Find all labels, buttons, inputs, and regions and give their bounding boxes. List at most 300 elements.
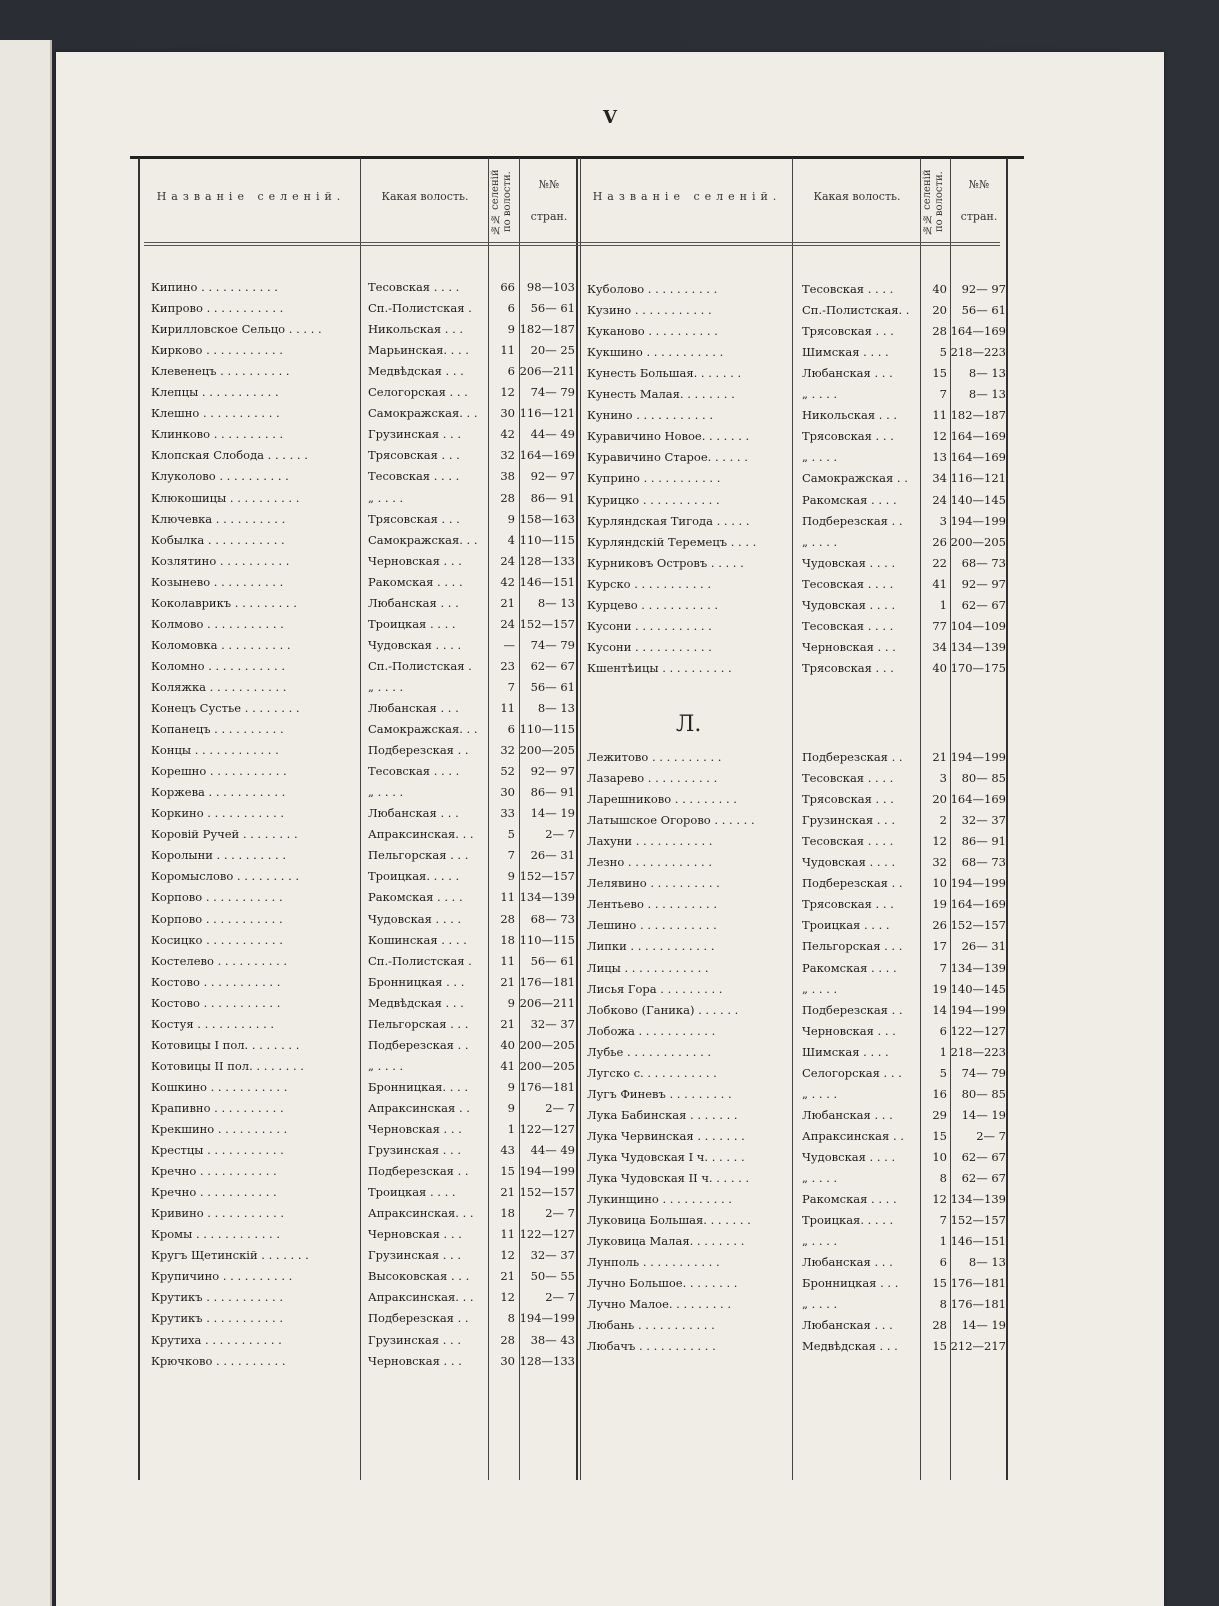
- book-page: [56, 52, 1164, 1606]
- header-num: №№ селеній по волости.: [490, 169, 513, 235]
- settlement-name: Клопская Слобода . . . . . .: [151, 448, 308, 463]
- volost-name: Самокражская. . .: [368, 532, 478, 547]
- volost-name: Тесовская . . . .: [368, 764, 460, 779]
- settlement-name: Котовицы I пол. . . . . . . .: [151, 1037, 300, 1052]
- page-range: 20— 25: [530, 343, 575, 358]
- settlement-number: 32: [500, 743, 515, 758]
- page-range: 164—169: [950, 897, 1006, 912]
- settlement-number: 24: [500, 553, 515, 568]
- settlement-name: Козлятино . . . . . . . . . .: [151, 553, 290, 568]
- page-range: 50— 55: [530, 1269, 575, 1284]
- page-range: 44— 49: [530, 1143, 575, 1158]
- settlement-number: 28: [500, 911, 515, 926]
- settlement-number: 12: [500, 385, 515, 400]
- volost-name: Черновская . . .: [802, 1023, 896, 1038]
- settlement-name: Крутиха . . . . . . . . . . .: [151, 1332, 282, 1347]
- header-num: №№ селеній по волости.: [922, 169, 945, 235]
- volost-name: „ . . . .: [368, 679, 404, 694]
- page-range: 8— 13: [968, 366, 1006, 381]
- page-range: 164—169: [950, 324, 1006, 339]
- settlement-name: Лентьево . . . . . . . . . .: [587, 897, 718, 912]
- table-row: [56, 680, 1056, 700]
- volost-name: Грузинская . . .: [368, 1332, 462, 1347]
- settlement-name: Лезно . . . . . . . . . . . .: [587, 855, 712, 870]
- settlement-name: Корпово . . . . . . . . . . .: [151, 890, 283, 905]
- table-row: [56, 961, 1056, 981]
- settlement-name: Клевенецъ . . . . . . . . . .: [151, 364, 290, 379]
- table-row: [56, 324, 1056, 344]
- page-range: 110—115: [519, 722, 575, 737]
- page-range: 62— 67: [530, 658, 575, 673]
- volost-name: Самокражская. . .: [368, 406, 478, 421]
- page-range: 200—205: [519, 743, 575, 758]
- volost-name: „ . . . .: [368, 785, 404, 800]
- table-row: [56, 574, 1056, 597]
- page-range: 80— 85: [961, 1086, 1006, 1101]
- volost-name: „ . . . .: [802, 1297, 838, 1312]
- table-row: [56, 722, 1056, 742]
- settlement-number: 28: [500, 490, 515, 505]
- page-range: 8— 13: [537, 595, 575, 610]
- volost-name: Троицкая . . . .: [368, 1185, 456, 1200]
- volost-name: Бронницкая. . . .: [368, 1079, 469, 1094]
- settlement-name: Куболово . . . . . . . . . .: [587, 282, 718, 296]
- settlement-number: 5: [939, 345, 947, 360]
- table-row: [56, 1066, 1056, 1086]
- settlement-name: Кривино . . . . . . . . . . .: [151, 1206, 285, 1221]
- settlement-name: Лунполь . . . . . . . . . . .: [587, 1255, 720, 1270]
- settlement-number: 9: [507, 511, 515, 526]
- settlement-number: 5: [507, 827, 515, 842]
- header-pages-top: №№: [538, 178, 560, 191]
- settlement-number: 7: [939, 387, 947, 402]
- settlement-name: Курцево . . . . . . . . . . .: [587, 597, 719, 612]
- page-range: 146—151: [950, 1234, 1006, 1249]
- volost-name: Трясовская . . .: [802, 429, 894, 444]
- settlement-name: Липки . . . . . . . . . . . .: [587, 939, 715, 954]
- page-range: 158—163: [519, 511, 575, 526]
- volost-name: Апраксинская . .: [802, 1128, 904, 1143]
- settlement-number: 6: [939, 1023, 947, 1038]
- settlement-name: Коркино . . . . . . . . . . .: [151, 806, 285, 821]
- settlement-name: Кунесть Большая. . . . . . .: [587, 366, 742, 381]
- table-row: [56, 408, 1056, 428]
- page-range: 206—211: [519, 364, 575, 379]
- settlement-name: Крутикъ . . . . . . . . . . .: [151, 1311, 283, 1326]
- settlement-number: 7: [507, 848, 515, 863]
- table-row: [56, 1171, 1056, 1191]
- settlement-number: 43: [500, 1143, 515, 1158]
- volost-name: Подберезская . .: [368, 1164, 469, 1179]
- volost-name: Любанская . . .: [802, 1318, 893, 1333]
- settlement-number: 30: [500, 1353, 515, 1368]
- settlement-name: Кунино . . . . . . . . . . .: [587, 408, 714, 423]
- header-volost: Какая волость.: [381, 190, 469, 203]
- page-range: 56— 61: [961, 303, 1006, 318]
- page-range: 62— 67: [961, 597, 1006, 612]
- settlement-number: 77: [932, 618, 947, 633]
- volost-name: Пельгорская . . .: [368, 848, 469, 863]
- volost-name: Трясовская . . .: [802, 792, 894, 807]
- settlement-number: 21: [500, 1185, 515, 1200]
- settlement-number: 21: [500, 1016, 515, 1031]
- page-range: 26— 31: [961, 939, 1006, 954]
- settlement-number: 15: [932, 366, 947, 381]
- volost-name: Кошинская . . . .: [368, 932, 467, 947]
- page-range: 68— 73: [530, 911, 575, 926]
- volost-name: Ракомская . . . .: [802, 1192, 897, 1207]
- settlement-number: 16: [932, 1086, 947, 1101]
- settlement-name: Курниковъ Островъ . . . . .: [587, 555, 744, 570]
- page-range: 164—169: [519, 448, 575, 463]
- page-range: 68— 73: [961, 555, 1006, 570]
- volost-name: Тесовская . . . .: [802, 618, 894, 633]
- settlement-name: Крутикъ . . . . . . . . . . .: [151, 1290, 283, 1305]
- settlement-name: Клуколово . . . . . . . . . .: [151, 469, 289, 484]
- settlement-number: 40: [932, 282, 947, 296]
- settlement-number: 7: [939, 1213, 947, 1228]
- page-range: 134—139: [950, 960, 1006, 975]
- settlement-number: 11: [500, 701, 515, 715]
- settlement-name: Королыни . . . . . . . . . .: [151, 848, 287, 863]
- settlement-name: Лука Чудовская I ч. . . . . .: [587, 1149, 745, 1164]
- settlement-number: 12: [932, 429, 947, 444]
- table-row: [56, 1108, 1056, 1128]
- page-range: 92— 97: [530, 469, 575, 484]
- page-range: 122—127: [950, 1023, 1006, 1038]
- settlement-name: Корешно . . . . . . . . . . .: [151, 764, 287, 779]
- settlement-number: 40: [500, 1037, 515, 1052]
- header-pages-bottom: стран.: [960, 210, 998, 223]
- volost-name: Подберезская . .: [368, 1037, 469, 1052]
- settlement-name: Костелево . . . . . . . . . .: [151, 953, 288, 968]
- settlement-number: 40: [932, 660, 947, 675]
- volost-name: Подберезская . .: [802, 1002, 903, 1017]
- settlement-name: Клинково . . . . . . . . . .: [151, 427, 284, 442]
- table-row: [56, 490, 1056, 513]
- page-range: 74— 79: [530, 385, 575, 400]
- settlement-name: Клюкошицы . . . . . . . . . .: [151, 490, 300, 505]
- volost-name: Троицкая . . . .: [802, 918, 890, 933]
- settlement-name: Крестцы . . . . . . . . . . .: [151, 1143, 284, 1158]
- table-row: [56, 595, 1056, 618]
- volost-name: Селогорская . . .: [802, 1065, 902, 1080]
- settlement-name: Кромы . . . . . . . . . . . .: [151, 1227, 281, 1242]
- settlement-number: 66: [500, 280, 515, 294]
- table-row: [56, 471, 1056, 491]
- settlement-name: Курско . . . . . . . . . . .: [587, 576, 712, 591]
- page-range: 152—157: [519, 616, 575, 631]
- page-range: 8— 13: [968, 1255, 1006, 1270]
- table-row: [56, 1255, 1056, 1275]
- settlement-number: 34: [932, 639, 947, 654]
- header-volost: Какая волость.: [813, 190, 901, 203]
- volost-name: Черновская . . .: [368, 1227, 462, 1242]
- settlement-number: 9: [507, 995, 515, 1010]
- table-row: [56, 982, 1056, 1002]
- volost-name: Троицкая . . . .: [368, 616, 456, 631]
- volost-name: Никольская . . .: [802, 408, 898, 423]
- settlement-number: 7: [507, 679, 515, 694]
- volost-name: Самокражская . .: [802, 471, 908, 486]
- settlement-number: 8: [507, 1311, 515, 1326]
- table-row: [56, 771, 1056, 791]
- settlement-name: Коколаврикъ . . . . . . . . .: [151, 595, 297, 610]
- volost-name: Самокражская. . .: [368, 722, 478, 737]
- page-range: 200—205: [519, 1058, 575, 1073]
- page-range: 152—157: [519, 1185, 575, 1200]
- settlement-name: Копанецъ . . . . . . . . . .: [151, 722, 284, 737]
- page-range: 8— 13: [537, 701, 575, 715]
- settlement-name: Коляжка . . . . . . . . . . .: [151, 679, 287, 694]
- settlement-number: 52: [500, 764, 515, 779]
- settlement-name: Лазарево . . . . . . . . . .: [587, 771, 718, 786]
- page-range: 194—199: [519, 1164, 575, 1179]
- settlement-name: Кипино . . . . . . . . . . .: [151, 280, 278, 294]
- volost-name: Бронницкая . . .: [368, 974, 465, 989]
- settlement-number: 26: [932, 534, 947, 549]
- settlement-number: 23: [500, 658, 515, 673]
- page-range: 110—115: [519, 932, 575, 947]
- header-pages-top: №№: [968, 178, 990, 191]
- settlement-name: Куравичино Старое. . . . . .: [587, 450, 748, 465]
- settlement-number: 11: [500, 890, 515, 905]
- settlement-name: Крапивно . . . . . . . . . .: [151, 1100, 284, 1115]
- settlement-number: —: [503, 637, 515, 652]
- volost-name: Тесовская . . . .: [802, 282, 894, 296]
- settlement-number: 24: [500, 616, 515, 631]
- settlement-name: Костово . . . . . . . . . . .: [151, 995, 281, 1010]
- volost-name: Чудовская . . . .: [802, 1149, 896, 1164]
- page-range: 38— 43: [530, 1332, 575, 1347]
- page-range: 176—181: [519, 1079, 575, 1094]
- settlement-number: 6: [939, 1255, 947, 1270]
- settlement-name: Лежитово . . . . . . . . . .: [587, 750, 722, 764]
- page-range: 8— 13: [968, 387, 1006, 402]
- table-row: [56, 897, 1056, 917]
- page-range: 194—199: [950, 513, 1006, 528]
- table-row: [56, 429, 1056, 449]
- settlement-name: Корпово . . . . . . . . . . .: [151, 911, 283, 926]
- header-rule: [144, 242, 1000, 243]
- volost-name: Подберезская . .: [368, 743, 469, 758]
- volost-name: Апраксинская. . .: [368, 1206, 474, 1221]
- table-row: [56, 1192, 1056, 1212]
- page-number: V: [603, 107, 617, 128]
- settlement-name: Лучно Большое. . . . . . . .: [587, 1276, 738, 1291]
- settlement-name: Коломовка . . . . . . . . . .: [151, 637, 291, 652]
- volost-name: Трясовская . . .: [368, 448, 460, 463]
- page-range: 134—139: [950, 639, 1006, 654]
- page-range: 56— 61: [530, 953, 575, 968]
- volost-name: Черновская . . .: [368, 1122, 462, 1136]
- volost-name: „ . . . .: [802, 450, 838, 465]
- page-range: 26— 31: [530, 848, 575, 863]
- settlement-number: 30: [500, 406, 515, 421]
- settlement-number: 33: [500, 806, 515, 821]
- settlement-number: 1: [939, 1044, 947, 1059]
- volost-name: Грузинская . . .: [368, 1143, 462, 1158]
- settlement-number: 15: [932, 1339, 947, 1354]
- volost-name: Никольская . . .: [368, 322, 464, 337]
- table-row: [56, 637, 1056, 660]
- page-range: 134—139: [519, 890, 575, 905]
- volost-name: Грузинская . . .: [802, 813, 896, 828]
- settlement-name: Козынево . . . . . . . . . .: [151, 574, 284, 589]
- table-row: [56, 876, 1056, 896]
- settlement-number: 28: [932, 1318, 947, 1333]
- page-range: 92— 97: [530, 764, 575, 779]
- volost-name: Троицкая. . . . .: [802, 1213, 894, 1228]
- table-row: [56, 1045, 1056, 1065]
- settlement-number: 41: [932, 576, 947, 591]
- volost-name: Черновская . . .: [368, 553, 462, 568]
- settlement-name: Лука Бабинская . . . . . . .: [587, 1107, 738, 1122]
- volost-name: Троицкая. . . . .: [368, 869, 460, 884]
- volost-name: Подберезская . .: [802, 750, 903, 764]
- settlement-name: Кунесть Малая. . . . . . . .: [587, 387, 735, 402]
- page-range: 116—121: [950, 471, 1006, 486]
- volost-name: Селогорская . . .: [368, 385, 468, 400]
- volost-name: Бронницкая . . .: [802, 1276, 899, 1291]
- settlement-name: Латышское Огорово . . . . . .: [587, 813, 755, 828]
- table-row: [56, 834, 1056, 854]
- volost-name: Медвѣдская . . .: [368, 364, 464, 379]
- page-range: 14— 19: [530, 806, 575, 821]
- table-row: [56, 1150, 1056, 1170]
- settlement-number: 14: [932, 1002, 947, 1017]
- page-range: 62— 67: [961, 1171, 1006, 1185]
- settlement-name: Костуя . . . . . . . . . . .: [151, 1016, 275, 1031]
- table-row: [56, 658, 1056, 681]
- volost-name: Марьинская. . . .: [368, 343, 469, 358]
- table-row: [56, 1276, 1056, 1296]
- page-range: 140—145: [950, 492, 1006, 507]
- header-name: Названіе селеній.: [156, 190, 346, 203]
- settlement-number: 3: [939, 513, 947, 528]
- settlement-name: Кузино . . . . . . . . . . .: [587, 303, 712, 318]
- volost-name: Трясовская . . .: [802, 897, 894, 912]
- settlement-name: Курляндская Тигода . . . . .: [587, 513, 750, 528]
- settlement-number: 17: [932, 939, 947, 954]
- settlement-name: Котовицы II пол. . . . . . . .: [151, 1058, 304, 1073]
- page-range: 2— 7: [545, 1206, 575, 1221]
- settlement-name: Коржева . . . . . . . . . . .: [151, 785, 286, 800]
- settlement-name: Косицко . . . . . . . . . . .: [151, 932, 283, 947]
- settlement-number: 20: [932, 792, 947, 807]
- table-row: [56, 1213, 1056, 1233]
- settlement-name: Лицы . . . . . . . . . . . .: [587, 960, 709, 975]
- volost-name: Шимская . . . .: [802, 1044, 889, 1059]
- settlement-name: Лучно Малое. . . . . . . . .: [587, 1297, 732, 1312]
- settlement-number: 21: [500, 974, 515, 989]
- settlement-name: Клешно . . . . . . . . . . .: [151, 406, 280, 421]
- settlement-name: Куприно . . . . . . . . . . .: [587, 471, 721, 486]
- table-row: [56, 1087, 1056, 1107]
- table-row: [56, 1024, 1056, 1044]
- settlement-number: 11: [932, 408, 947, 423]
- page-range: 74— 79: [961, 1065, 1006, 1080]
- settlement-number: 20: [932, 303, 947, 318]
- settlement-number: 34: [932, 471, 947, 486]
- page-range: 86— 91: [530, 490, 575, 505]
- volost-name: Любанская . . .: [802, 1107, 893, 1122]
- settlement-number: 26: [932, 918, 947, 933]
- page-range: 92— 97: [961, 576, 1006, 591]
- settlement-number: 24: [932, 492, 947, 507]
- table-row: [56, 345, 1056, 365]
- volost-name: Тесовская . . . .: [802, 576, 894, 591]
- page-range: 86— 91: [961, 834, 1006, 849]
- settlement-number: 21: [932, 750, 947, 764]
- settlement-number: 29: [932, 1107, 947, 1122]
- settlement-name: Концы . . . . . . . . . . . .: [151, 743, 279, 758]
- volost-name: „ . . . .: [802, 981, 838, 996]
- settlement-name: Кипрово . . . . . . . . . . .: [151, 301, 284, 316]
- settlement-number: 8: [939, 1171, 947, 1185]
- settlement-name: Лука Чудовская II ч. . . . . .: [587, 1171, 750, 1185]
- settlement-number: 9: [507, 1100, 515, 1115]
- page-range: 176—181: [950, 1297, 1006, 1312]
- volost-name: Любанская . . .: [802, 366, 893, 381]
- settlement-name: Кукшино . . . . . . . . . . .: [587, 345, 724, 360]
- settlement-name: Лобожа . . . . . . . . . . .: [587, 1023, 716, 1038]
- settlement-name: Ларешниково . . . . . . . . .: [587, 792, 737, 807]
- volost-name: Трясовская . . .: [802, 660, 894, 675]
- volost-name: „ . . . .: [802, 534, 838, 549]
- table-row: [56, 616, 1056, 639]
- header-name: Названіе селеній.: [592, 190, 782, 203]
- settlement-name: Кирково . . . . . . . . . . .: [151, 343, 283, 358]
- volost-name: Подберезская . .: [802, 513, 903, 528]
- volost-name: Сп.-Полистская. .: [802, 303, 910, 318]
- settlement-number: 2: [939, 813, 947, 828]
- settlement-name: Лугско с. . . . . . . . . . .: [587, 1065, 717, 1080]
- settlement-name: Лубье . . . . . . . . . . . .: [587, 1044, 712, 1059]
- page-range: 152—157: [950, 1213, 1006, 1228]
- volost-name: Пельгорская . . .: [368, 1016, 469, 1031]
- settlement-number: 12: [500, 1248, 515, 1263]
- settlement-number: 15: [932, 1128, 947, 1143]
- settlement-number: 18: [500, 1206, 515, 1221]
- settlement-number: 7: [939, 960, 947, 975]
- page-range: 32— 37: [961, 813, 1006, 828]
- page-range: 80— 85: [961, 771, 1006, 786]
- volost-name: „ . . . .: [802, 1234, 838, 1249]
- volost-name: Пельгорская . . .: [802, 939, 903, 954]
- settlement-number: 30: [500, 785, 515, 800]
- volost-name: Любанская . . .: [368, 701, 459, 715]
- settlement-name: Любачъ . . . . . . . . . . .: [587, 1339, 716, 1354]
- settlement-name: Коровій Ручей . . . . . . . .: [151, 827, 298, 842]
- page-range: 194—199: [519, 1311, 575, 1326]
- table-row: [56, 282, 1056, 302]
- settlement-name: Кругъ Щетинскій . . . . . . .: [151, 1248, 309, 1263]
- settlement-name: Костово . . . . . . . . . . .: [151, 974, 281, 989]
- page-range: 194—199: [950, 876, 1006, 891]
- settlement-name: Коломно . . . . . . . . . . .: [151, 658, 286, 673]
- settlement-name: Куравичино Новое. . . . . . .: [587, 429, 750, 444]
- settlement-number: 3: [939, 771, 947, 786]
- settlement-number: 6: [507, 364, 515, 379]
- settlement-number: 32: [932, 855, 947, 870]
- settlement-number: 6: [507, 301, 515, 316]
- settlement-number: 32: [500, 448, 515, 463]
- page-range: 182—187: [519, 322, 575, 337]
- table-row: [56, 532, 1056, 555]
- page-range: 152—157: [519, 869, 575, 884]
- volost-name: „ . . . .: [802, 387, 838, 402]
